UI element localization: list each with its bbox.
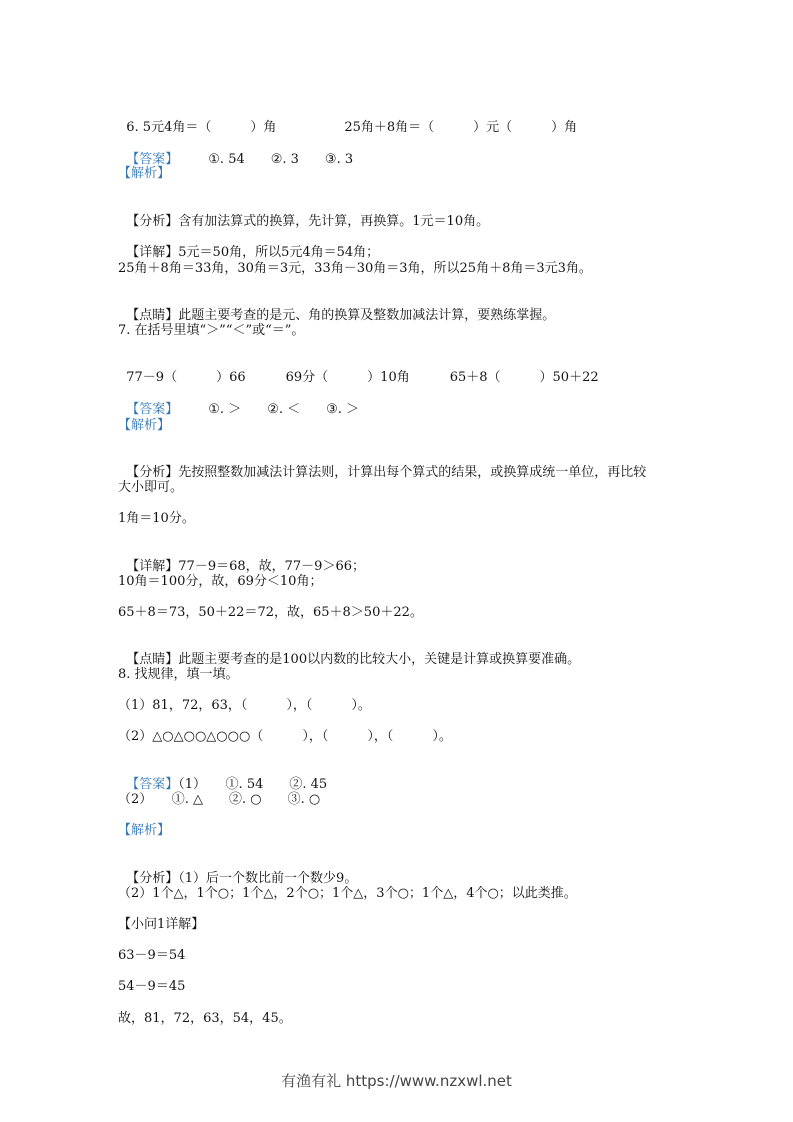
q6-analysis-tag: 【解析】 bbox=[118, 166, 171, 181]
q8-answer-text1: （1） ①. 54 ②. 45 bbox=[178, 777, 328, 792]
q7-xiangjie-tag: 【详解】 bbox=[126, 559, 179, 574]
q8-calc1: 63－9＝54 bbox=[118, 948, 186, 963]
q6-question-a: 6. 5元4角＝（ ）角 bbox=[126, 120, 277, 135]
q7-fenxi-tag: 【分析】 bbox=[126, 465, 179, 480]
q8-answer-tag: 【答案】 bbox=[126, 777, 179, 792]
q6-question-b: 25角＋8角＝（ ）元（ ）角 bbox=[344, 120, 578, 135]
q7-fenxi-line2: 大小即可。 bbox=[118, 480, 184, 495]
q7-answer-tag: 【答案】 bbox=[126, 402, 179, 417]
q7-question: 7. 在括号里填“＞”“＜”或“＝”。 bbox=[118, 323, 305, 338]
q7-xiangjie-line3: 65＋8＝73，50＋22＝72，故，65＋8＞50＋22。 bbox=[118, 605, 423, 620]
q6-answer-line bbox=[118, 136, 353, 168]
q8-fenxi-tag: 【分析】 bbox=[126, 871, 179, 886]
q8-conclusion: 故，81，72，63，54，45。 bbox=[118, 1011, 292, 1026]
q7-dianjing-text: 此题主要考查的是100以内数的比较大小，关键是计算或换算要准确。 bbox=[178, 652, 581, 667]
q8-answer-text2: （2） ①. △ ②. ○ ③. ○ bbox=[118, 792, 321, 807]
q8-calc2: 54－9＝45 bbox=[118, 979, 186, 994]
q8-fenxi-line2: （2）1个△，1个○；1个△，2个○；1个△，3个○；1个△，4个○；以此类推。 bbox=[118, 886, 577, 901]
q7-fenxi-line3: 1角＝10分。 bbox=[118, 511, 195, 526]
q6-dianjing-tag: 【点睛】 bbox=[126, 308, 179, 323]
q7-xiangjie-line bbox=[118, 543, 365, 575]
q7-fenxi-line bbox=[118, 449, 646, 481]
q8-fenxi-line bbox=[118, 855, 357, 887]
q6-question-line bbox=[118, 104, 577, 136]
q6-fenxi-line bbox=[118, 198, 489, 230]
q7-xiangjie-line2: 10角＝100分，故，69分＜10角； bbox=[118, 574, 323, 589]
q8-sub1: （1）81，72，63，（ ），（ ）。 bbox=[118, 698, 371, 713]
q7-dianjing-tag: 【点睛】 bbox=[126, 652, 179, 667]
q6-dianjing-line bbox=[118, 292, 555, 324]
q6-fenxi-tag: 【分析】 bbox=[126, 214, 179, 229]
q7-xiangjie-text: 77－9＝68，故，77－9＞66； bbox=[178, 559, 365, 574]
q7-analysis-tag: 【解析】 bbox=[118, 418, 171, 433]
q7-fenxi-text: 先按照整数加减法计算法则，计算出每个算式的结果，或换算成统一单位，再比较 bbox=[178, 465, 647, 480]
q6-answer-tag: 【答案】 bbox=[126, 152, 179, 167]
q6-fenxi-text: 含有加法算式的换算，先计算，再换算。1元＝10角。 bbox=[178, 214, 490, 229]
q7-item-b: 69分（ ）10角 bbox=[285, 370, 410, 385]
q7-answer-line bbox=[118, 386, 359, 418]
q8-fenxi-text: （1）后一个数比前一个数少9。 bbox=[178, 871, 358, 886]
q6-xiangjie-text: 5元＝50角，所以5元4角＝54角； bbox=[178, 245, 380, 260]
q7-item-c: 65＋8（ ）50＋22 bbox=[449, 370, 599, 385]
q6-xiangjie-line bbox=[118, 229, 379, 261]
q6-xiangjie-tag: 【详解】 bbox=[126, 245, 179, 260]
q6-dianjing-text: 此题主要考查的是元、角的换算及整数加减法计算，要熟练掌握。 bbox=[178, 308, 556, 323]
q6-xiangjie-line2: 25角＋8角＝33角，30角＝3元，33角－30角＝3角，所以25角＋8角＝3元3角。 bbox=[118, 261, 592, 276]
q8-question: 8. 找规律，填一填。 bbox=[118, 667, 239, 682]
q7-dianjing-line bbox=[118, 636, 580, 668]
q8-xiaowen-tag: 【小问1详解】 bbox=[118, 917, 205, 932]
q8-answer-line1 bbox=[118, 761, 327, 793]
q8-sub2: （2）△○△○○△○○○（ ），（ ），（ ）。 bbox=[118, 729, 452, 744]
footer-watermark: 有渔有礼 https://www.nzxwl.net bbox=[281, 1072, 512, 1090]
q7-items-line bbox=[118, 354, 599, 386]
q8-analysis-tag: 【解析】 bbox=[118, 823, 171, 838]
q7-item-a: 77－9（ ）66 bbox=[126, 370, 246, 385]
q7-answer-text: ①. ＞ ②. ＜ ③. ＞ bbox=[208, 402, 360, 417]
q6-answer-text: ①. 54 ②. 3 ③. 3 bbox=[208, 152, 354, 167]
